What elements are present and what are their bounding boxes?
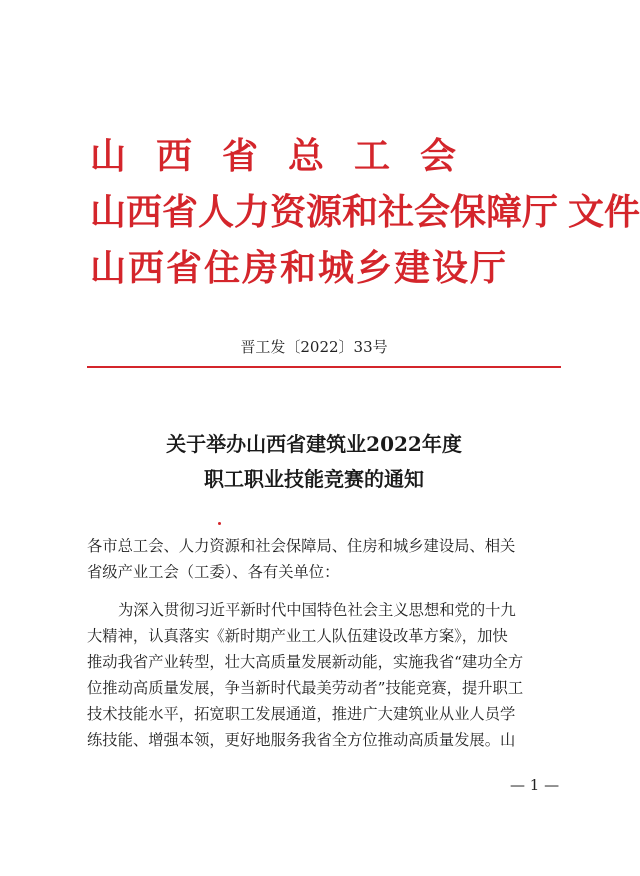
paragraph-line: 大精神，认真落实《新时期产业工人队伍建设改革方案》，加快 xyxy=(87,627,508,645)
paragraph-line: 位推动高质量发展，争当新时代最美劳动者”技能竞赛，提升职工 xyxy=(87,679,524,697)
paragraph-line: 技术技能水平，拓宽职工发展通道，推进广大建筑业从业人员学 xyxy=(87,705,516,723)
body-paragraph xyxy=(87,597,561,753)
document-title-line-2: 职工职业技能竞赛的通知 xyxy=(204,467,424,491)
red-separator-line xyxy=(87,366,561,368)
issuer-name: 山西省总工会 xyxy=(90,135,487,177)
salutation-line: 省级产业工会（工委）、各有关单位： xyxy=(87,563,340,581)
page-number: — 1 — xyxy=(510,776,560,794)
document-number: 晋工发〔2022〕33号 xyxy=(240,338,388,356)
document-title-line-1: 关于举办山西省建筑业2022年度 xyxy=(166,432,462,456)
issuer-name: 山西省人力资源和社会保障厅 xyxy=(90,191,559,233)
salutation xyxy=(87,533,561,585)
document-type-label: 文件 xyxy=(568,191,640,233)
salutation-line: 各市总工会、人力资源和社会保障局、住房和城乡建设局、相关 xyxy=(87,537,516,555)
issuer-name: 山西省住房和城乡建设厅 xyxy=(90,247,509,289)
issuer-line-2 xyxy=(90,190,640,234)
paragraph-line: 练技能、增强本领，更好地服务我省全方位推动高质量发展。山 xyxy=(87,731,516,749)
issuer-line-3 xyxy=(90,246,508,290)
red-mark xyxy=(218,522,221,525)
paragraph-line: 推动我省产业转型，壮大高质量发展新动能，实施我省“建功全方 xyxy=(87,653,524,671)
issuer-line-1 xyxy=(90,134,486,178)
paragraph-line: 为深入贯彻习近平新时代中国特色社会主义思想和党的十九 xyxy=(118,601,516,619)
